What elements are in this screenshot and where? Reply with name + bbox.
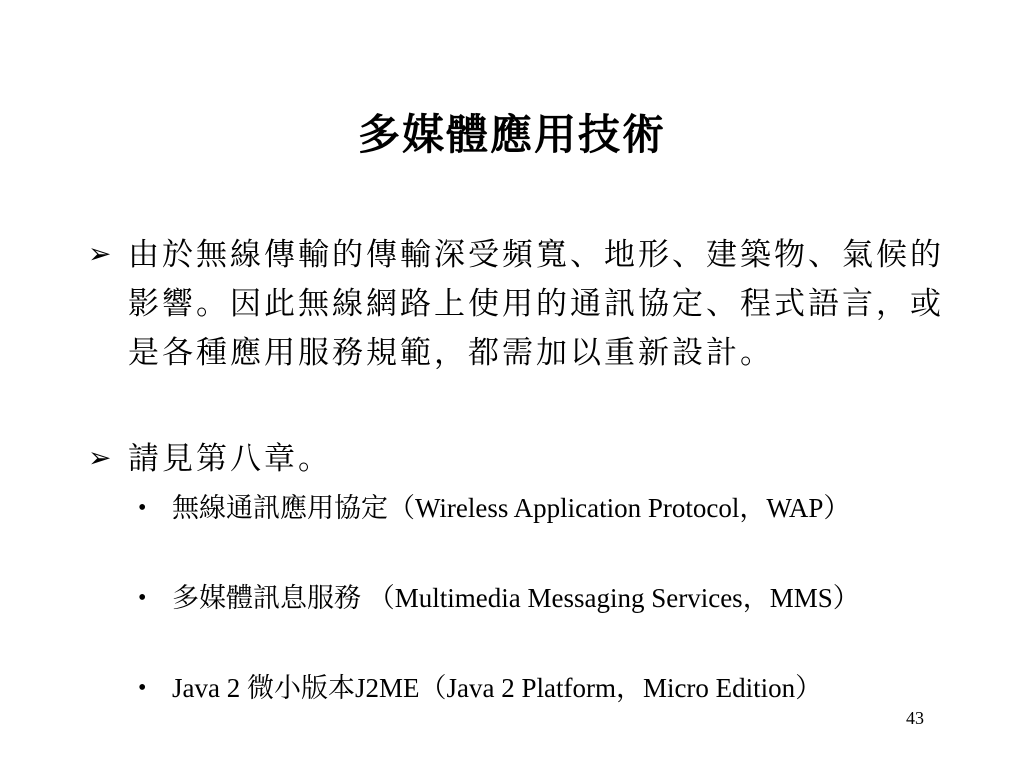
sub-bullet-mms	[138, 580, 938, 616]
page-number: 43	[906, 708, 924, 728]
sub-bullet-j2me	[138, 670, 938, 706]
arrow-bullet-icon: ➢	[88, 239, 112, 270]
bullet-text: 由於無線傳輸的傳輸深受頻寬、地形、建築物、氣候的影響。因此無線網路上使用的通訊協定、程式語言，或是各種應用服務規範，都需加以重新設計。	[128, 237, 944, 370]
sub-bullet-text: 無線通訊應用協定（Wireless Application Protocol，WAP）	[172, 493, 851, 523]
dot-bullet-icon: •	[138, 675, 147, 701]
sub-bullet-wap	[138, 490, 938, 526]
bullet-wireless-redesign	[88, 230, 968, 377]
arrow-bullet-icon: ➢	[88, 443, 112, 474]
bullet-see-chapter	[88, 434, 968, 483]
bullet-text: 請見第八章。	[128, 441, 332, 476]
slide-title: 多媒體應用技術	[357, 113, 666, 159]
dot-bullet-icon: •	[138, 585, 147, 611]
sub-bullet-text: 多媒體訊息服務 （Multimedia Messaging Services，MMS）	[172, 583, 860, 613]
dot-bullet-icon: •	[138, 495, 147, 521]
sub-bullet-text: Java 2 微小版本J2ME（Java 2 Platform，Micro Edition）	[172, 673, 823, 703]
